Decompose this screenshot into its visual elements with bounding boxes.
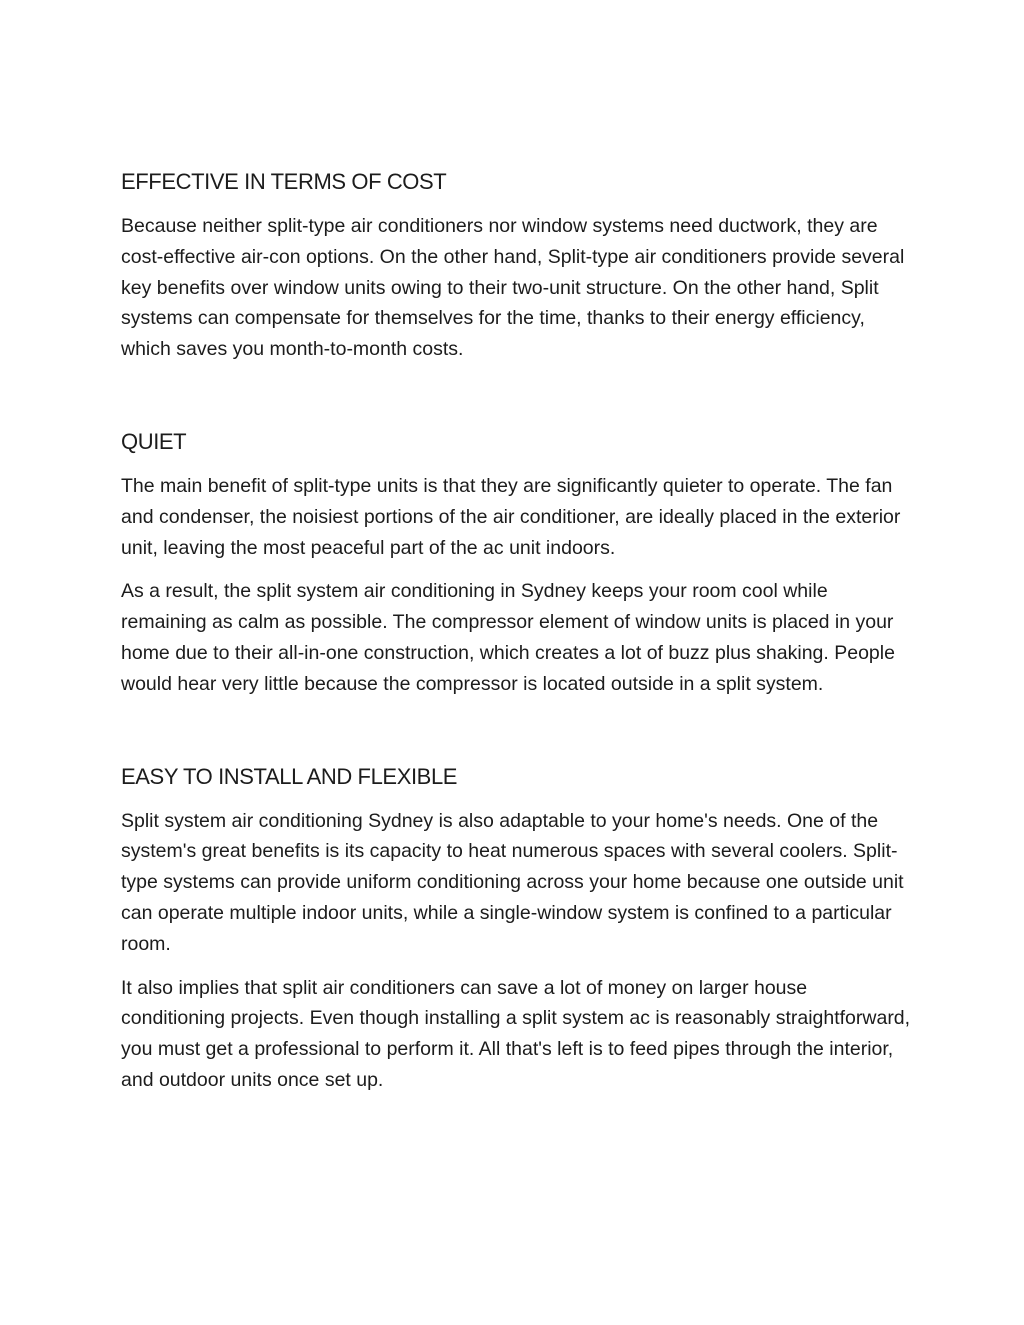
section-quiet	[121, 426, 911, 700]
paragraph: It also implies that split air conditioners can save a lot of money on larger house conditioning projects. Even though installing a split system ac is reasonably straightforward, you must get a professional to perform it. All that's left is to feed pipes through the interior, and outdoor units once set up.	[121, 976, 911, 1091]
paragraph: Split system air conditioning Sydney is also adaptable to your home's needs. One of the system's great benefits is its capacity to heat numerous spaces with several coolers. Split-type systems can provide uniform conditioning across your home because one outside unit can operate multiple indoor units, while a single-window system is confined to a particular room.	[121, 809, 904, 955]
section-install	[121, 761, 911, 1096]
section-cost	[121, 166, 911, 365]
paragraph: The main benefit of split-type units is that they are significantly quieter to operate. The fan and condenser, the noisiest portions of the air conditioner, are ideally placed in the exterior unit, leaving the most peaceful part of the ac unit indoors.	[121, 474, 901, 559]
section-heading: QUIET	[121, 428, 187, 454]
paragraph: As a result, the split system air conditioning in Sydney keeps your room cool while remaining as calm as possible. The compressor element of window units is placed in your home due to their all-in-one construction, which creates a lot of buzz plus shaking. People would hear very little because the compressor is located outside in a split system.	[121, 580, 895, 695]
section-heading: EFFECTIVE IN TERMS OF COST	[121, 169, 447, 194]
paragraph: Because neither split-type air conditioners nor window systems need ductwork, they are cost-effective air-con options. On the other hand, Split-type air conditioners provide several key benefits over window units owing to their two-unit structure. On the other hand, Split systems can compensate for themselves for the time, thanks to their energy efficiency, which saves you month-to-month costs.	[121, 215, 905, 361]
document-page	[121, 166, 911, 1096]
section-heading: EASY TO INSTALL AND FLEXIBLE	[121, 763, 458, 789]
